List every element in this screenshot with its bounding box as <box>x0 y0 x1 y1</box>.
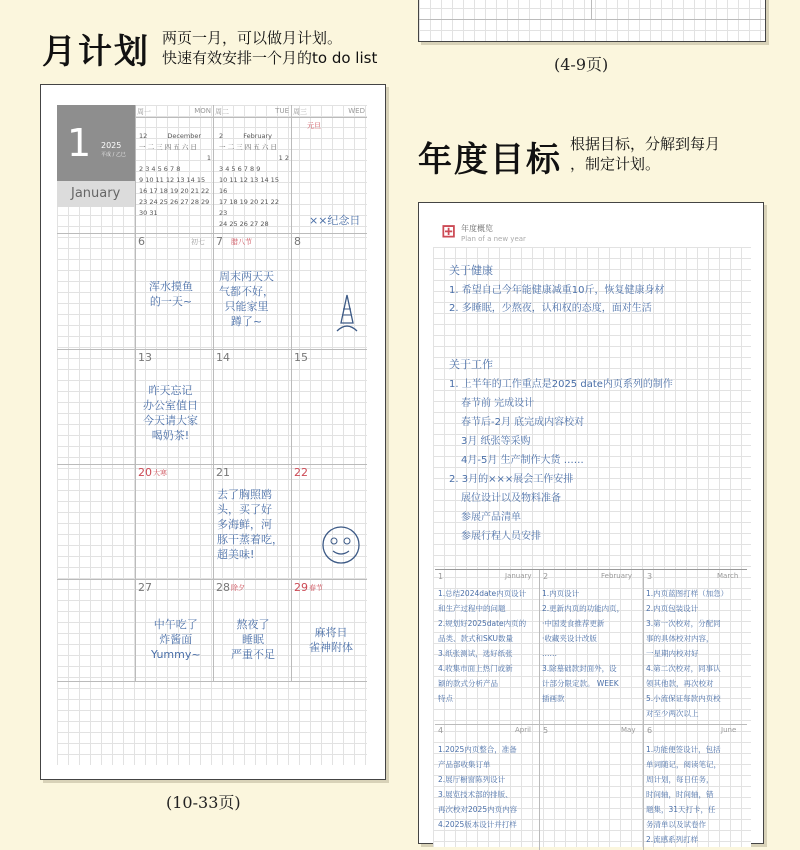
month-notes-jun: 1.功能便签设计，包括 单词随记，阅读笔记， 周计划，每日任务， 时间轴，时间轴，错 题集，31天打卡，任 务清单以及试卷作 2.流感系列打样 <box>646 745 721 844</box>
day-note: 浑水摸鱼 的一天~ <box>149 280 193 308</box>
month-notes-feb: 1.内页设计 2.更新内页的功能内页， ·中国麦食推荐更新 ·收藏夹设计改版 …… 3.除墓础款封面外，设 计部分限定款。 WEEK 插画款 <box>542 589 625 703</box>
day-number: 14 <box>216 351 230 364</box>
year-header-sub: Plan of a new year <box>461 235 526 243</box>
day-number: 27 <box>138 581 152 594</box>
month-notes-mar: 1.内页蓝图打样（加急） 2.内页包装设计 3.第一次校对，分配同 事的具体校对内容， 一星期内校对好 4.第二次校对，同事认 领其他款，再次校对 5.小流保证每款内页校 对至少两次以上 <box>646 589 729 718</box>
day-number: 29 <box>294 581 308 594</box>
monthly-plan-desc-1: 两页一月，可以做月计划。 <box>162 29 343 47</box>
month-notes-apr: 1.2025内页整合，准备 产品部收集订单 2.展厅橱窗陈列设计 3.展览技术部的排版、 再次校对2025内页内容 4.2025版本设计并打样 <box>438 745 518 829</box>
month-block <box>57 105 135 181</box>
day-note: 去了胸照鸥 头，买了好 多海鲜，河 豚干蒸着吃， 超美味! <box>217 488 283 561</box>
monthly-page-mockup: 1 2025 平成 / 乙巳 January 周一 MON 周二 TUE 周三 WED 元旦 12 December 一 二 三 四 五 六 日 1 2 3 4 5 6 7 8 9 10 11 12 13 14 15 16 17 18 19 20 21 22 23 24 25 26 27 28 29 30 31 2 February 一 二 三 四 五 六 日 1 2 3 4 5 6 7 8 9 10 11 12 13 14 15 16 17 18 19 20 21 22 23 24 25 26 27 28 ××纪念日 6 初七 7 腊八节 8 浑水摸鱼 的一天~ 周末两天天 气都不好， 只能家里 蹲了~ 13 14 15 昨天忘记 办公室值日 今天请大家 喝奶茶! 20 大寒 21 22 去了胸照鸥 头，买了好 多海鲜，河 豚干蒸着吃， 超美味! 27 28 除夕 29 春节 中午吃了 炸酱面 Yummy~ 熬夜了 睡眠 严重不足 麻将日 雀神附体 <box>40 84 386 780</box>
yearly-goal-title: 年度目标 <box>418 140 562 180</box>
day-number: 21 <box>216 466 230 479</box>
month-number: 1 <box>67 121 92 165</box>
day-number: 13 <box>138 351 152 364</box>
year-logo-icon: ⊞ <box>441 221 457 242</box>
weekday-header-mon: 周一 MON <box>137 107 211 116</box>
month-name: January <box>71 186 121 201</box>
day-note: 熬夜了 睡眠 严重不足 <box>231 618 275 661</box>
health-item: 2. 多睡眠，少熬夜，认和权的态度，面对生活 <box>449 303 652 314</box>
day-note: 麻将日 雀神附体 <box>309 626 353 654</box>
day-number: 22 <box>294 466 308 479</box>
day-number: 7 <box>216 235 223 248</box>
month-year: 2025 <box>101 141 122 150</box>
day-number: 15 <box>294 351 308 364</box>
top-page-mockup <box>418 0 766 42</box>
day-note: 中午吃了 炸酱面 Yummy~ <box>151 618 201 661</box>
day-number: 20 <box>138 466 152 479</box>
sticker-icon <box>331 291 363 335</box>
yearly-page-mockup: ⊞ 年度概览 Plan of a new year 关于健康 1. 希望自己今年能健康减重10斤，恢复健康身材 2. 多睡眠，少熬夜，认和权的态度，面对生活 关于工作 1. 上半年的工作重点是2025 date内页系列的制作 春节前 完成设计 春节后-2月 底完成内容校对 3月 纸张等采购 4月-5月 生产制作大货 …… 2. 3月的×××展会工作安排 展位设计以及物料准备 参展产品清单 参展行程人员安排 1 January 1.总结2024date内页设计 和生产过程中的问题 2.规划好2025date内页的 品类、款式和SKU数量 3.纸张测试，选好纸张 4.收集市面上热门或新 颖的款式分析产品 特点 2 February 1.内页设计 2.更新内页的功能内页， ·中国麦食推荐更新 ·收藏夹设计改版 …… 3.除墓础款封面外，设 计部分限定款。 WEEK 插画款 3 March 1.内页蓝图打样（加急） 2.内页包装设计 3.第一次校对，分配同 事的具体校对内容， 一星期内校对好 4.第二次校对，同事认 领其他款，再次校对 5.小流保证每款内页校 对至少两次以上 4 April 1.2025内页整合，准备 产品部收集订单 2.展厅橱窗陈列设计 3.展览技术部的排版、 再次校对2025内页内容 4.2025版本设计并打样 5 May 6 June 1.功能便签设计，包括 单词随记，阅读笔记， 周计划，每日任务， 时间轴，时间轴，错 题集，31天打卡，任 务清单以及试卷作 2.流感系列打样 <box>418 202 764 844</box>
day-number: 6 <box>138 235 145 248</box>
day-note: 昨天忘记 办公室值日 今天请大家 喝奶茶! <box>143 384 198 442</box>
month-year-sub: 平成 / 乙巳 <box>101 152 126 158</box>
monthly-plan-desc-2: 快速有效安排一个月的to do list <box>162 49 378 67</box>
year-header-title: 年度概览 <box>461 224 493 233</box>
health-title: 关于健康 <box>449 264 493 277</box>
monthly-page-caption: (10-33页) <box>166 793 241 812</box>
month-overview-grid: 1 January 1.总结2024date内页设计 和生产过程中的问题 2.规划好2025date内页的 品类、款式和SKU数量 3.纸张测试，选好纸张 4.收集市面上热门或新 颖的款式分析产品 特点 2 February 1.内页设计 2.更新内页的功能内页， ·中国麦食推荐更新 ·收藏夹设计改版 …… 3.除墓础款封面外，设 计部分限定款。 WEEK 插画款 3 March 1.内页蓝图打样（加急） 2.内页包装设计 3.第一次校对，分配同 事的具体校对内容， 一星期内校对好 4.第二次校对，同事认 领其他款，再次校对 5.小流保证每款内页校 对至少两次以上 4 April 1.2025内页整合，准备 产品部收集订单 2.展厅橱窗陈列设计 3.展览技术部的排版、 再次校对2025内页内容 4.2025版本设计并打样 5 May 6 June 1.功能便签设计，包括 单词随记，阅读笔记， 周计划，每日任务， 时间轴，时间轴，错 题集，31天打卡，任 务清单以及试卷作 2.流感系列打样 <box>435 569 747 850</box>
face-sticker-icon <box>319 523 363 567</box>
day-number: 28 <box>216 581 230 594</box>
weekday-header-wed: 周三 WED <box>293 107 365 116</box>
weekday-header-tue: 周二 TUE <box>215 107 289 116</box>
day-number: 8 <box>294 235 301 248</box>
yearly-goal-desc-1: 根据目标，分解到每月 <box>570 135 721 153</box>
work-title: 关于工作 <box>449 358 493 371</box>
month-name-block <box>57 181 135 207</box>
mini-calendar-december: 12 December 一 二 三 四 五 六 日 1 2 3 4 5 6 7 8 9 10 11 12 13 14 15 16 17 18 19 20 21 22 23 24 25 26 27 28 29 30 31 <box>139 132 211 217</box>
monthly-plan-title: 月计划 <box>42 32 150 72</box>
anniversary-note: ××纪念日 <box>309 214 361 227</box>
mini-calendar-february: 2 February 一 二 三 四 五 六 日 1 2 3 4 5 6 7 8 9 10 11 12 13 14 15 16 17 18 19 20 21 22 23 24 25 26 27 28 <box>219 132 289 228</box>
yearly-goal-desc-2: ，制定计划。 <box>570 155 661 173</box>
top-page-caption: (4-9页) <box>554 55 609 74</box>
health-item: 1. 希望自己今年能健康减重10斤，恢复健康身材 <box>449 285 665 296</box>
day-note: 周末两天天 气都不好， 只能家里 蹲了~ <box>219 270 274 328</box>
month-notes-jan: 1.总结2024date内页设计 和生产过程中的问题 2.规划好2025date内页的 品类、款式和SKU数量 3.纸张测试，选好纸张 4.收集市面上热门或新 颖的款式分析产品 特点 <box>438 589 527 703</box>
wed-top-note: 元旦 <box>307 122 321 130</box>
